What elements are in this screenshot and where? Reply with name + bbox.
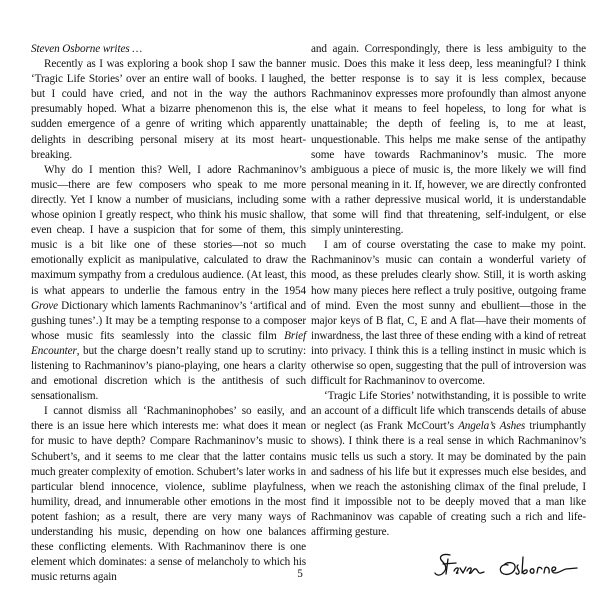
grove-title: Grove	[31, 299, 59, 312]
page-number: 5	[297, 568, 303, 580]
signature-image	[432, 547, 582, 579]
paragraph-text-part: Dictionary which laments Rachmaninov’s ‘artifical and gushing tunes’.) It may be a tempting response to a composer whose music fits seamlessly into the classic film	[31, 299, 306, 342]
right-column	[311, 42, 586, 540]
paragraph-intro: Recently as I was exploring a book shop I saw the banner ‘Tragic Life Stories’ over an entire wall of books. I laughed, but I could have cried, and not in the way the authors presumably hoped. What a bizarre phenomenon this is, the sudden emergence of a genre of writing which apparently delights in describing personal misery at its most heart-breaking.	[31, 58, 306, 161]
paragraph-text-part: , but the charge doesn’t really stand up to scrutiny: listening to Rachmaninov’s piano-playing, one hears a clarity and emotional discretion which is the antithesis of such sensationalism.	[31, 344, 306, 403]
paragraph-conclusion	[311, 389, 586, 540]
film-title: Brief Encounter	[31, 329, 306, 357]
byline	[31, 42, 306, 57]
paragraph-text-part: ‘Tragic Life Stories’ notwithstanding, it is possible to write an account of a difficult life which transcends details of abuse or neglect (as Frank McCourt’s	[311, 390, 586, 433]
left-column	[31, 42, 306, 585]
paragraph-preludes: I am of course overstating the case to make my point. Rachmaninov’s music can contain a wonderful variety of mood, as these preludes clearly show. Still, it is worth asking how many pieces here reflect a truly positive, outgoing frame of mind. Even the most sunny and ebullient—those in the major keys of B flat, C, E and A flat—have their moments of inwardness, the last three of these ending with a kind of retreat into privacy. I think this is a telling instinct in music which is otherwise so open, suggesting that the pull of introversion was difficult for Rachmaninov to overcome.	[311, 239, 586, 388]
book-title: Angela’s Ashes	[458, 420, 526, 433]
paragraph-text-part: Why do I mention this? Well, I adore Rachmaninov’s music—there are few composers who speak to me more directly. Yet I know a number of musicians, including some whose opinion I greatly respect, who think his music shallow, even cheap. I have a suspicion that for some of them, this music is a bit like one of these stories—not so much emotionally explicit as manipulative, calculated to draw the maximum sympathy from a credulous audience. (At least, this is what appears to underlie the famous entry in the 1954	[31, 163, 306, 297]
paragraph-text-part: triumphantly shows). I think there is a real sense in which Rachmaninov’s music tells us such a story. It may be dominated by the pain and sadness of his life but it expresses much else besides, and when we reach the astonishing climax of the final prelude, I find it impossible not to be deeply moved that a man like Rachmaninov was capable of creating such a rich and life-affirming gesture.	[311, 420, 587, 538]
byline-text: Steven Osborne writes …	[31, 43, 143, 55]
paragraph-ambiguity: and again. Correspondingly, there is less ambiguity to the music. Does this make it less deep, less meaningful? I think the better response is to say it is less complex, because Rachmaninov expresses more profoundly than almost anyone else what it means to feel hopeless, to long for what is unattainable; the depth of feeling is, to me at least, unquestionable. This helps me make sense of the antipathy some have towards Rachmaninov’s music. The more ambiguous a piece of music is, the more likely we will find personal meaning in it. If, however, we are directly confronted with a rather depressive musical world, it is understandable that some will find that threatening, self-indulgent, or else simply uninteresting.	[311, 43, 586, 237]
paragraph-depth: I cannot dismiss all ‘Rachmaninophobes’ so easily, and there is an issue here which interests me: what does it mean for music to have depth? Compare Rachmaninov’s music to Schubert’s, and it seems to me clear that the latter contains much greater complexity of emotion. Schubert’s later works in particular blend innocence, violence, sublime playfulness, humility, dread, and innumerable other emotions in the most potent fashion; as a result, there are very many ways of understanding his music, depending on how one balances these conflicting elements. With Rachmaninov there is one element which dominates: a sense of melancholy to which his music returns again	[31, 405, 306, 584]
paragraph-rachmaninov-music	[31, 163, 306, 405]
